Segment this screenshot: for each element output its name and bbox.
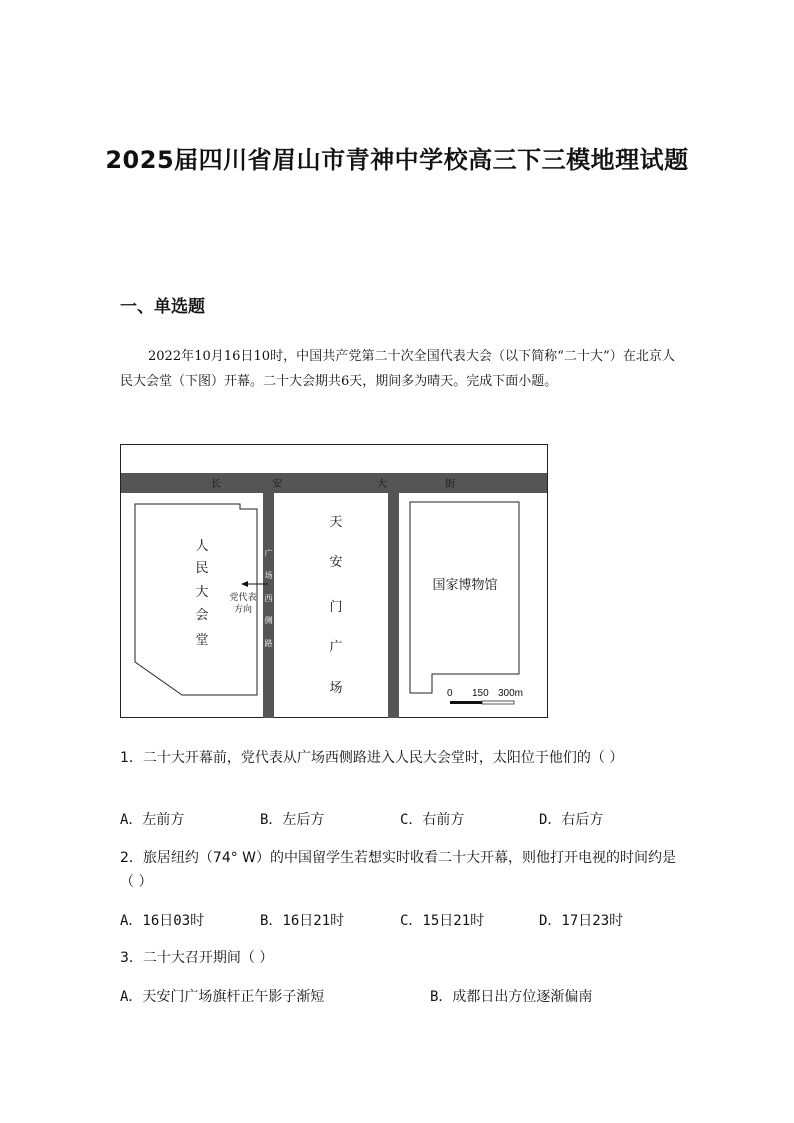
question-2-stem: 2．旅居纽约（74° W）的中国留学生若想实时收看二十大开幕，则他打开电视的时间约是（ ） <box>120 850 677 890</box>
q3-option-a[interactable]: A．天安门广场旗杆正午影子渐短 <box>120 989 325 1005</box>
q2-option-c[interactable]: C．15日21时 <box>400 913 485 929</box>
scale-bar-light <box>482 701 514 704</box>
street-label-1: 长 <box>211 479 221 490</box>
question-1-stem: 1．二十大开幕前，党代表从广场西侧路进入人民大会堂时，太阳位于他们的（ ） <box>120 750 624 766</box>
scale-label-150: 150 <box>472 688 489 699</box>
street-label-2: 安 <box>272 479 282 490</box>
hall-label-3: 大 <box>195 584 209 599</box>
q3-option-b[interactable]: B．成都日出方位逐渐偏南 <box>430 989 593 1005</box>
square-east-road <box>388 493 399 718</box>
street-label-3: 大 <box>377 479 387 490</box>
arrow-label-line2: 方向 <box>233 604 253 614</box>
question-1-options <box>120 809 680 831</box>
q1-option-b[interactable]: B．左后方 <box>260 812 325 828</box>
section-heading: 一、单选题 <box>120 297 205 317</box>
square-label-1: 天 <box>329 514 343 529</box>
q1-option-c[interactable]: C．右前方 <box>400 812 465 828</box>
square-label-4: 广 <box>329 639 343 654</box>
q2-option-a[interactable]: A．16日03时 <box>120 913 205 929</box>
hall-label-1: 人 <box>195 538 209 553</box>
arrow-label-line1: 党代表 <box>229 592 257 602</box>
question-2-options <box>120 910 680 932</box>
square-label-5: 场 <box>329 680 343 695</box>
west-road-label-3: 西 <box>264 594 273 603</box>
hall-label-5: 堂 <box>195 632 209 647</box>
q2-option-b[interactable]: B．16日21时 <box>260 913 345 929</box>
west-road-label-5: 路 <box>264 639 273 648</box>
question-3-options <box>120 986 680 1008</box>
intro-passage <box>120 344 675 394</box>
changan-avenue <box>121 473 547 493</box>
scale-label-0: 0 <box>447 688 453 699</box>
map-figure <box>120 444 548 718</box>
document-title: 2025届四川省眉山市青神中学校高三下三模地理试题 <box>105 146 689 174</box>
q2-option-d[interactable]: D．17日23时 <box>539 913 624 929</box>
scale-label-300: 300m <box>498 688 524 699</box>
west-road-label-1: 广 <box>264 549 273 558</box>
hall-label-2: 民 <box>195 560 209 575</box>
square-west-road <box>263 493 274 718</box>
q1-option-d[interactable]: D．右后方 <box>539 812 604 828</box>
national-museum-outline <box>410 502 519 693</box>
intro-text: 2022年10月16日10时，中国共产党第二十次全国代表大会（以下简称“二十大”）在北京人民大会堂（下图）开幕。二十大会期共6天，期间多为晴天。完成下面小题。 <box>120 349 675 389</box>
museum-label: 国家博物馆 <box>432 577 498 592</box>
west-road-label-4: 侧 <box>264 616 273 625</box>
square-label-3: 门 <box>329 599 343 614</box>
q1-option-a[interactable]: A．左前方 <box>120 812 185 828</box>
hall-label-4: 会 <box>195 607 209 622</box>
square-label-2: 安 <box>329 554 343 569</box>
west-road-label-2: 场 <box>264 571 273 580</box>
scale-bar-dark <box>450 701 482 704</box>
street-label-4: 街 <box>445 479 455 490</box>
question-3-stem: 3．二十大召开期间（ ） <box>120 950 274 966</box>
